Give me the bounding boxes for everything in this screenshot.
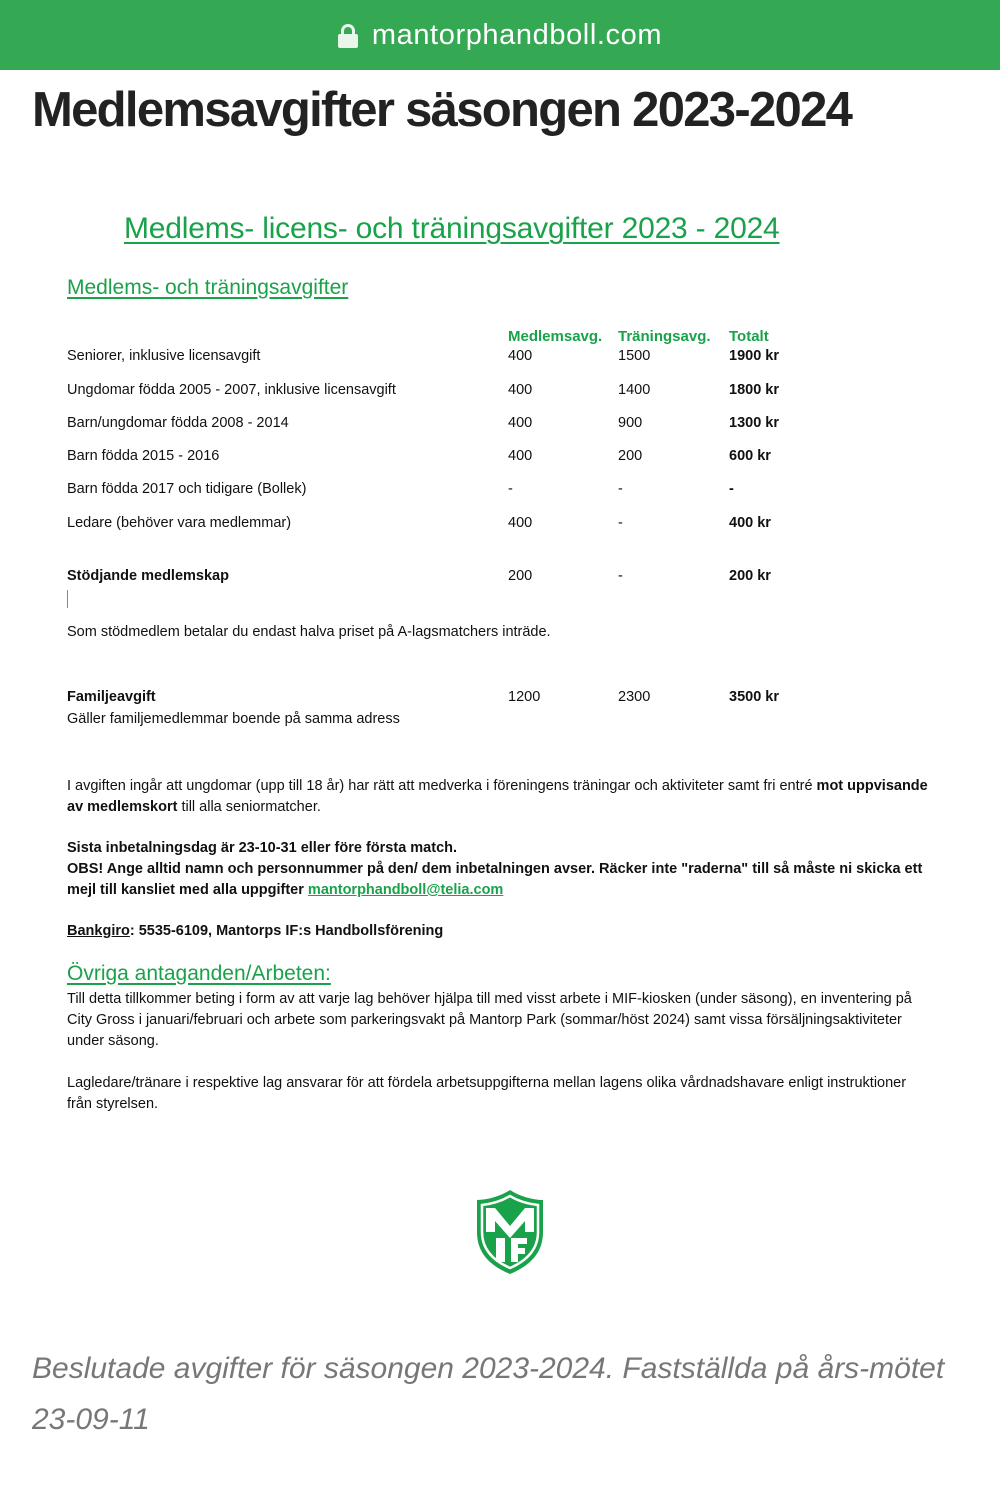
support-note: Som stödmedlem betalar du endast halva priset på A-lagsmatchers inträde.	[67, 624, 551, 640]
document-title: Medlems- licens- och träningsavgifter 2023 - 2024	[124, 212, 780, 245]
address-bar[interactable]	[0, 0, 1000, 70]
mif-shield-logo-icon	[473, 1188, 547, 1276]
fee-row: Barn födda 2017 och tidigare (Bollek) - - -	[67, 481, 734, 497]
fee-row: Seniorer, inklusive licensavgift 400 1500 1900 kr	[67, 348, 779, 364]
bankgiro-line: Bankgiro: 5535-6109, Mantorps IF:s Handbollsförening	[67, 923, 444, 939]
includes-paragraph: I avgiften ingår att ungdomar (upp till 18 år) har rätt att medverka i föreningens träningar och aktiviteter samt fri entré mot uppvisande av medlemskort till alla seniormatcher.	[67, 778, 928, 815]
fee-row: Barn/ungdomar födda 2008 - 2014 400 900 1300 kr	[67, 415, 779, 431]
payment-note: OBS! Ange alltid namn och personnummer på den/ dem inbetalningen avser. Räcker inte "raderna" till så måste ni skicka ett mejl till kansliet med alla uppgifter mantorphandboll@telia.com	[67, 861, 923, 898]
text-cursor	[67, 590, 68, 608]
other-paragraph-1: Till detta tillkommer beting i form av att varje lag behöver hjälpa till med visst arbete i MIF-kiosken (under säsong), en inventering på City Gross i januari/februari och arbete som parkeringsvakt på Mantorp Park (sommar/höst 2024) samt vissa försäljningsaktiviteter under säsong.	[67, 991, 912, 1049]
col-member-fee: Medlemsavg.	[508, 328, 603, 345]
col-training-fee: Träningsavg.	[618, 328, 711, 345]
fee-document-image	[0, 150, 1000, 1320]
section-other-title: Övriga antaganden/Arbeten:	[67, 962, 331, 985]
fee-row: Ledare (behöver vara medlemmar) 400 - 400 kr	[67, 515, 771, 531]
email-link[interactable]: mantorphandboll@telia.com	[307, 882, 504, 898]
other-paragraph-2: Lagledare/tränare i respektive lag ansvarar för att fördela arbetsuppgifterna mellan lagens olika vårdnadshavare enligt instruktioner från styrelsen.	[67, 1075, 907, 1112]
page-title: Medlemsavgifter säsongen 2023-2024	[32, 83, 852, 137]
family-note: Gäller familjemedlemmar boende på samma adress	[67, 711, 400, 727]
fee-row: Ungdomar födda 2005 - 2007, inklusive licensavgift 400 1400 1800 kr	[67, 382, 779, 398]
lock-icon	[338, 24, 358, 48]
section-fees-title: Medlems- och träningsavgifter	[67, 276, 349, 299]
family-fee-row: Familjeavgift 1200 2300 3500 kr	[67, 689, 779, 705]
payment-deadline: Sista inbetalningsdag är 23-10-31 eller före första match.	[67, 840, 458, 856]
image-caption: Beslutade avgifter för säsongen 2023-2024. Fastställda på års-mötet 23-09-11	[32, 1352, 945, 1436]
url-text[interactable]: mantorphandboll.com	[371, 18, 663, 51]
col-total: Totalt	[729, 328, 769, 345]
fee-row: Barn födda 2015 - 2016 400 200 600 kr	[67, 448, 771, 464]
support-membership-row: Stödjande medlemskap 200 - 200 kr	[67, 568, 771, 584]
